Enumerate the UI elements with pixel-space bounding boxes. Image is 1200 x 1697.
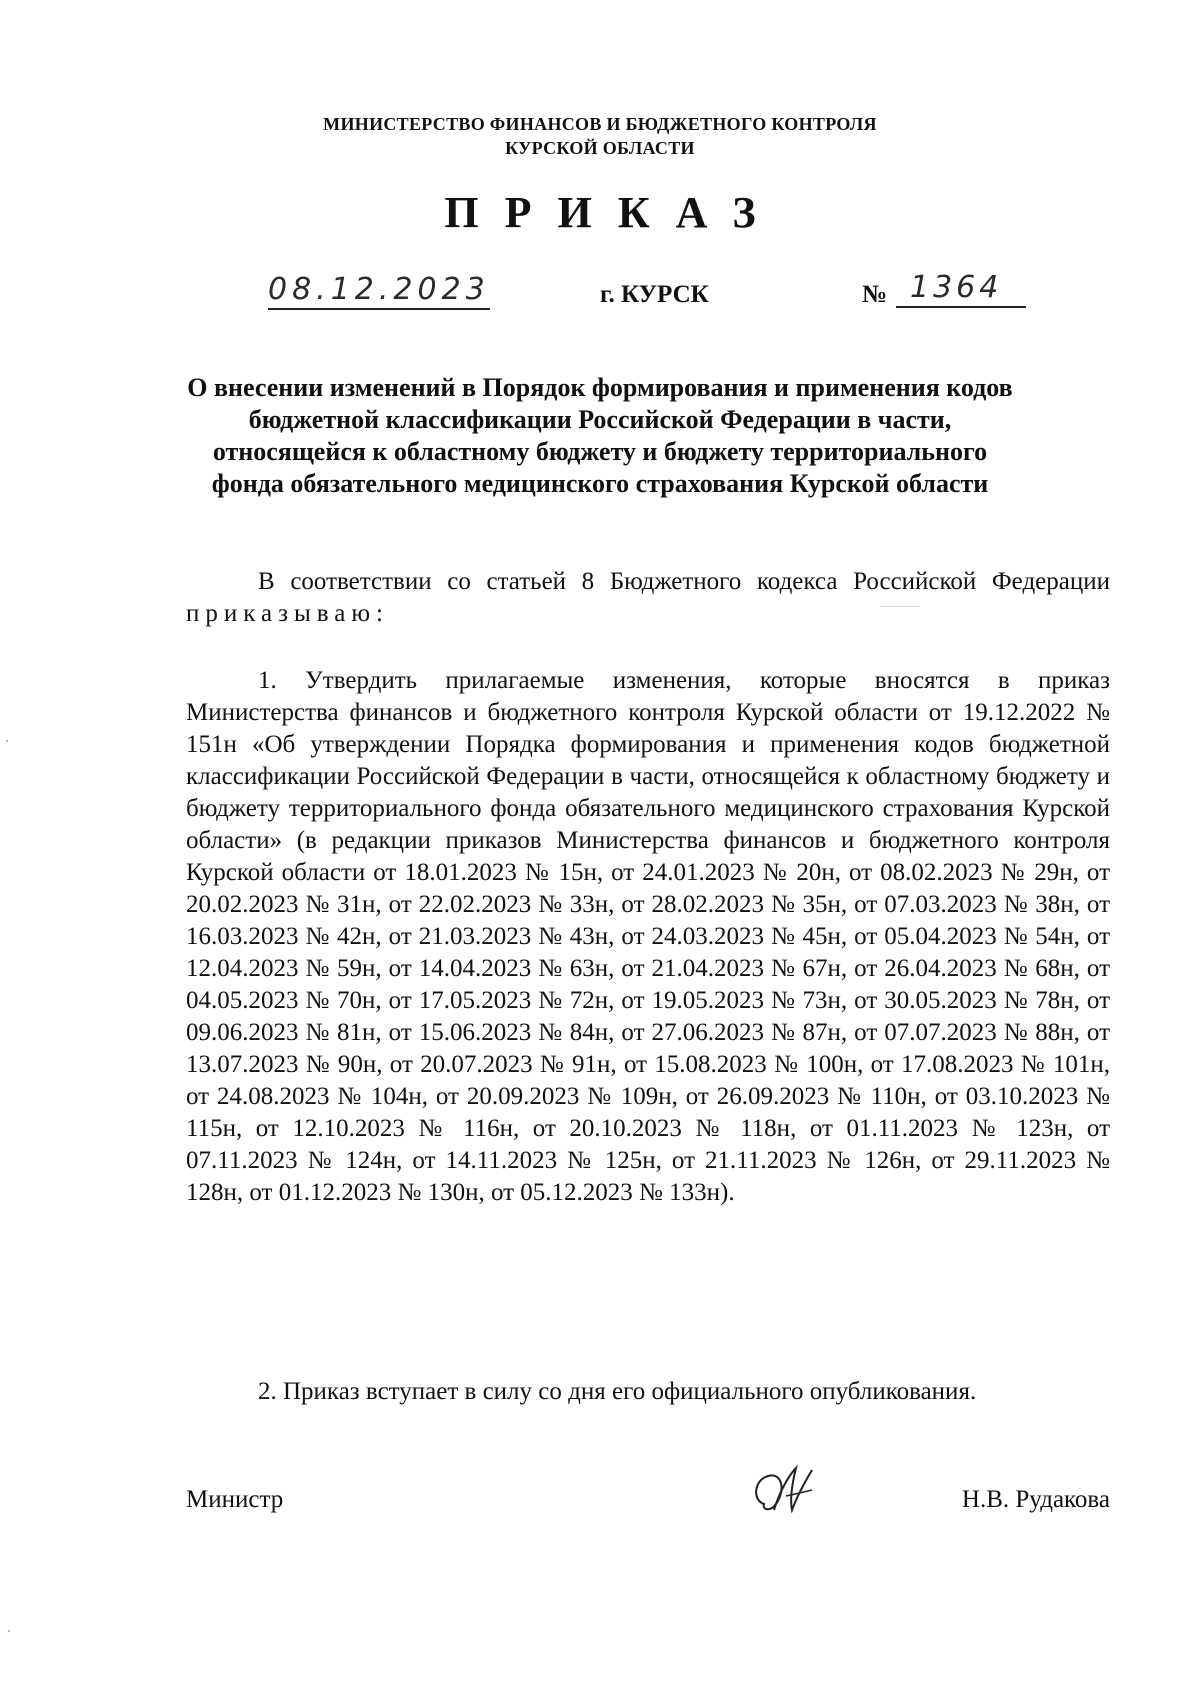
signer-position: Министр xyxy=(186,1486,284,1513)
ministry-name-line1: МИНИСТЕРСТВО ФИНАНСОВ И БЮДЖЕТНОГО КОНТРОЛЯ xyxy=(323,114,877,134)
order-number: 1364 xyxy=(896,270,1026,308)
handwritten-signature xyxy=(746,1460,826,1530)
document-title: ПРИКАЗ xyxy=(444,188,782,237)
subject-line: О внесении изменений в Порядок формирования и применения кодов xyxy=(187,373,1013,402)
order-subject xyxy=(150,372,1050,500)
ministry-name-line2: КУРСКОЙ ОБЛАСТИ xyxy=(505,138,695,158)
scan-speck xyxy=(8,1630,10,1632)
intro-text: В соответствии со статьей 8 Бюджетного кодекса Российской Федерации xyxy=(258,568,1110,595)
intro-paragraph xyxy=(186,566,1110,630)
signature-block xyxy=(186,1470,1110,1530)
signer-name: Н.В. Рудакова xyxy=(961,1486,1110,1513)
scan-speck xyxy=(6,740,8,742)
order-number-label: № xyxy=(862,281,888,308)
subject-line: бюджетной классификации Российской Федерации в части, xyxy=(248,405,952,434)
order-date: 08.12.2023 xyxy=(268,272,490,310)
order-city: г. КУРСК xyxy=(600,281,709,308)
intro-emphasis: приказываю: xyxy=(186,600,389,627)
item-2-paragraph: 2. Приказ вступает в силу со дня его официального опубликования. xyxy=(258,1378,977,1405)
subject-line: фонда обязательного медицинского страхования Курской области xyxy=(211,469,989,498)
subject-line: относящейся к областному бюджету и бюджету территориального xyxy=(212,437,988,466)
ministry-header xyxy=(0,112,1200,160)
item-1-paragraph: 1. Утвердить прилагаемые изменения, которые вносятся в приказ Министерства финансов и бюджетного контроля Курской области от 19.12.2022 № 151н «Об утверждении Порядка формирования и применения кодов бюджетной классификации Российской Федерации в части, относящейся к областному бюджету и бюджету территориального фонда обязательного медицинского страхования Курской области» (в редакции приказов Министерства финансов и бюджетного контроля Курской области от 18.01.2023 № 15н, от 24.01.2023 № 20н, от 08.02.2023 № 29н, от 20.02.2023 № 31н, от 22.02.2023 № 33н, от 28.02.2023 № 35н, от 07.03.2023 № 38н, от 16.03.2023 № 42н, от 21.03.2023 № 43н, от 24.03.2023 № 45н, от 05.04.2023 № 54н, от 12.04.2023 № 59н, от 14.04.2023 № 63н, от 21.04.2023 № 67н, от 26.04.2023 № 68н, от 04.05.2023 № 70н, от 17.05.2023 № 72н, от 19.05.2023 № 73н, от 30.05.2023 № 78н, от 09.06.2023 № 81н, от 15.06.2023 № 84н, от 27.06.2023 № 87н, от 07.07.2023 № 88н, от 13.07.2023 № 90н, от 20.07.2023 № 91н, от 15.08.2023 № 100н, от 17.08.2023 № 101н, от 24.08.2023 № 104н, от 20.09.2023 № 109н, от 26.09.2023 № 110н, от 03.10.2023 № 115н, от 12.10.2023 № 116н, от 20.10.2023 № 118н, от 01.11.2023 № 123н, от 07.11.2023 № 124н, от 14.11.2023 № 125н, от 21.11.2023 № 126н, от 29.11.2023 № 128н, от 01.12.2023 № 130н, от 05.12.2023 № 133н). xyxy=(186,667,1110,1206)
scan-speck xyxy=(880,606,920,607)
